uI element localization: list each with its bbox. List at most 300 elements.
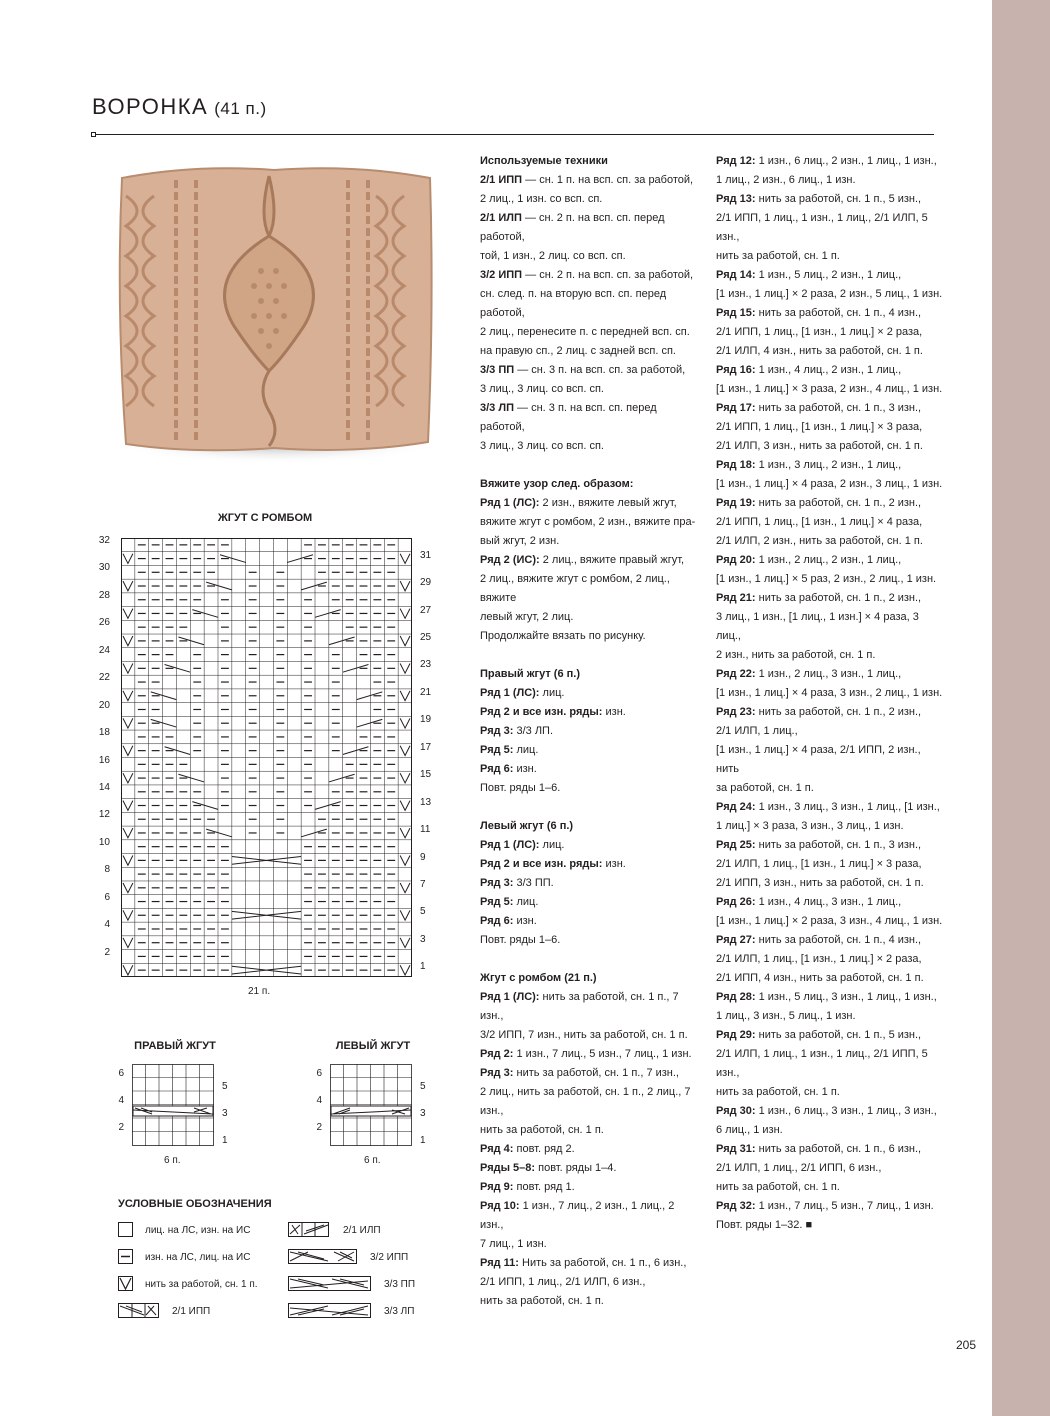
instruction-label: Ряд 20: bbox=[716, 554, 756, 566]
instruction-label: Ряд 3: bbox=[480, 725, 514, 737]
instruction-text: нить за работой, сн. 1 п., 4 изн., bbox=[755, 934, 922, 946]
instruction-text: 2/1 ИЛП, 4 изн., нить за работой, сн. 1 п. bbox=[716, 345, 923, 357]
instruction-text: нить за работой, сн. 1 п. bbox=[480, 1295, 604, 1307]
instruction-line bbox=[716, 779, 944, 798]
instruction-text: 6 лиц., 1 изн. bbox=[716, 1124, 783, 1136]
instruction-line bbox=[716, 399, 944, 418]
right-cable-row-4: 4 bbox=[118, 1095, 124, 1106]
right-cable-title: ПРАВЫЙ ЖГУТ bbox=[134, 1040, 216, 1052]
spacer bbox=[480, 798, 700, 817]
instruction-label: Ряд 6: bbox=[480, 915, 514, 927]
instruction-line bbox=[716, 684, 944, 703]
instruction-line bbox=[480, 1064, 700, 1083]
instruction-text: 2 лиц., перенесите п. с передней всп. сп. bbox=[480, 326, 690, 338]
instruction-line bbox=[480, 266, 700, 285]
instruction-text: — сн. 3 п. на всп. сп. перед работой, bbox=[480, 402, 657, 433]
instruction-line bbox=[480, 342, 700, 361]
left-cable-row-2: 2 bbox=[316, 1122, 322, 1133]
instruction-label: Ряд 2 (ИС): bbox=[480, 554, 540, 566]
row-number: 25 bbox=[420, 632, 432, 644]
purl-dash-icon bbox=[118, 1249, 134, 1265]
instruction-line bbox=[480, 608, 700, 627]
instruction-line bbox=[716, 817, 944, 836]
instruction-text: 2 лиц., вяжите правый жгут, bbox=[539, 554, 685, 566]
row-number: 13 bbox=[420, 796, 432, 808]
instruction-text: 1 изн., 5 лиц., 2 изн., 1 лиц., bbox=[755, 269, 902, 281]
instruction-line bbox=[480, 817, 700, 836]
instruction-label: Ряд 12: bbox=[716, 155, 756, 167]
instruction-text: нить за работой, сн. 1 п. bbox=[716, 250, 840, 262]
instruction-line bbox=[716, 1121, 944, 1140]
instruction-line bbox=[716, 475, 944, 494]
instruction-line bbox=[480, 494, 700, 513]
side-color-strip bbox=[992, 0, 1050, 1416]
instruction-text: нить за работой, сн. 1 п. bbox=[716, 1086, 840, 1098]
instruction-text: 2/1 ИПП, 3 изн., нить за работой, сн. 1 п. bbox=[716, 877, 924, 889]
right-cable-row-5: 5 bbox=[222, 1081, 228, 1092]
instruction-text: 2 изн., вяжите левый жгут, bbox=[539, 497, 677, 509]
row-number: 3 bbox=[420, 933, 426, 945]
cross-3-3-right-icon bbox=[288, 1276, 372, 1292]
legend-label-3-3-lp: 3/3 ЛП bbox=[384, 1306, 415, 1317]
instruction-line bbox=[716, 855, 944, 874]
row-number: 4 bbox=[104, 919, 110, 931]
instruction-text: Повт. ряды 1–6. bbox=[480, 934, 561, 946]
instruction-line bbox=[716, 722, 944, 741]
instruction-text: нить за работой, сн. 1 п., 3 изн., bbox=[755, 839, 922, 851]
instruction-line bbox=[480, 1083, 700, 1121]
instruction-line bbox=[716, 798, 944, 817]
row-number: 24 bbox=[98, 644, 110, 656]
instruction-label: Ряд 1 (ЛС): bbox=[480, 991, 540, 1003]
row-number: 17 bbox=[420, 741, 432, 753]
row-number: 10 bbox=[98, 836, 110, 848]
instruction-text: нить за работой, сн. 1 п., 4 изн., bbox=[755, 307, 922, 319]
instruction-line bbox=[716, 1026, 944, 1045]
instruction-label: Ряд 2: bbox=[480, 1048, 514, 1060]
instruction-label: Ряд 3: bbox=[480, 1067, 514, 1079]
instruction-label: Ряд 5: bbox=[480, 744, 514, 756]
instruction-line bbox=[480, 532, 700, 551]
instruction-line bbox=[716, 494, 944, 513]
instruction-label: Ряд 14: bbox=[716, 269, 756, 281]
instruction-line bbox=[716, 1159, 944, 1178]
instruction-text: вяжите жгут с ромбом, 2 изн., вяжите пра- bbox=[480, 516, 696, 528]
instruction-line bbox=[480, 627, 700, 646]
instruction-line bbox=[716, 152, 944, 171]
row-number: 1 bbox=[420, 961, 426, 973]
instruction-label: Ряд 5: bbox=[480, 896, 514, 908]
instruction-line bbox=[716, 912, 944, 931]
instruction-text: 2/1 ИЛП, 1 лиц., 1 изн., 1 лиц., 2/1 ИПП, 5 изн., bbox=[716, 1048, 928, 1079]
instruction-line bbox=[716, 1178, 944, 1197]
instruction-text: нить за работой, сн. 1 п., 7 изн., bbox=[513, 1067, 679, 1079]
instruction-text: 2/1 ИЛП, 1 лиц., [1 изн., 1 лиц.] × 3 раза, bbox=[716, 858, 922, 870]
instruction-text: 1 лиц.] × 3 раза, 3 изн., 3 лиц., 1 изн. bbox=[716, 820, 904, 832]
row-number: 8 bbox=[104, 864, 110, 876]
spacer bbox=[480, 646, 700, 665]
instruction-label: Ряд 32: bbox=[716, 1200, 756, 1212]
right-cable-row-3: 3 bbox=[222, 1108, 228, 1119]
instruction-text: 3 лиц., 1 изн., [1 лиц., 1 изн.] × 4 раза, 3 лиц., bbox=[716, 611, 919, 642]
instruction-line bbox=[716, 893, 944, 912]
instruction-text: 1 лиц., 2 изн., 6 лиц., 1 изн. bbox=[716, 174, 856, 186]
instruction-label: Ряд 2 и все изн. ряды: bbox=[480, 706, 603, 718]
instruction-line bbox=[480, 551, 700, 570]
instruction-text: 2/1 ИЛП, 3 изн., нить за работой, сн. 1 п. bbox=[716, 440, 923, 452]
instruction-text: 2/1 ИПП, 4 изн., нить за работой, сн. 1 п. bbox=[716, 972, 924, 984]
instruction-line bbox=[480, 570, 700, 608]
instruction-line bbox=[716, 437, 944, 456]
instruction-label: Ряд 22: bbox=[716, 668, 756, 680]
instruction-text: — сн. 3 п. на всп. сп. за работой, bbox=[514, 364, 686, 376]
instruction-label: Левый жгут (6 п.) bbox=[480, 820, 574, 832]
instruction-label: Ряд 1 (ЛС): bbox=[480, 687, 540, 699]
instruction-line bbox=[716, 836, 944, 855]
instruction-text: [1 изн., 1 лиц.] × 4 раза, 3 изн., 2 лиц., 1 изн. bbox=[716, 687, 943, 699]
left-cable-chart bbox=[330, 1064, 412, 1146]
instruction-label: Ряд 24: bbox=[716, 801, 756, 813]
instruction-line bbox=[480, 285, 700, 323]
instruction-line bbox=[716, 1216, 944, 1235]
left-cable-row-4: 4 bbox=[316, 1095, 322, 1106]
instruction-text: 1 изн., 7 лиц., 5 изн., 7 лиц., 1 изн. bbox=[755, 1200, 934, 1212]
instruction-line bbox=[480, 1159, 700, 1178]
title-rule-marker bbox=[91, 132, 96, 137]
instruction-line bbox=[716, 1140, 944, 1159]
row-number: 29 bbox=[420, 577, 432, 589]
instruction-label: 2/1 ИПП bbox=[480, 174, 523, 186]
instruction-label: Ряд 26: bbox=[716, 896, 756, 908]
legend-label-purl: изн. на ЛС, лиц. на ИС bbox=[145, 1252, 251, 1263]
spacer bbox=[480, 456, 700, 475]
instruction-text: — сн. 2 п. на всп. сп. за работой, bbox=[522, 269, 694, 281]
instruction-text: 2 лиц., 1 изн. со всп. сп. bbox=[480, 193, 603, 205]
instruction-line bbox=[480, 209, 700, 247]
instruction-label: Ряд 9: bbox=[480, 1181, 514, 1193]
page-number: 205 bbox=[956, 1338, 977, 1352]
instruction-text: [1 изн., 1 лиц.] × 3 раза, 2 изн., 4 лиц., 1 изн. bbox=[716, 383, 943, 395]
instruction-line bbox=[480, 988, 700, 1026]
instruction-text: 2/1 ИПП, 1 лиц., 1 изн., 1 лиц., 2/1 ИЛП, 5 изн., bbox=[716, 212, 928, 243]
instruction-text: 1 изн., 7 лиц., 5 изн., 7 лиц., 1 изн. bbox=[513, 1048, 692, 1060]
instruction-line bbox=[716, 304, 944, 323]
instruction-text: изн. bbox=[602, 858, 626, 870]
instruction-line bbox=[480, 1254, 700, 1273]
instruction-text: нить за работой, сн. 1 п., 2 изн., bbox=[755, 592, 922, 604]
instruction-text: 1 изн., 3 лиц., 3 изн., 1 лиц., [1 изн., bbox=[755, 801, 940, 813]
instruction-line bbox=[716, 266, 944, 285]
instruction-text: 1 изн., 4 лиц., 3 изн., 1 лиц., bbox=[755, 896, 902, 908]
instruction-line bbox=[716, 285, 944, 304]
instruction-label: Ряд 17: bbox=[716, 402, 756, 414]
instruction-text: 2/1 ИПП, 1 лиц., [1 изн., 1 лиц.] × 3 раза, bbox=[716, 421, 923, 433]
instruction-label: Ряд 10: bbox=[480, 1200, 520, 1212]
instruction-line bbox=[716, 1197, 944, 1216]
instruction-text: Повт. ряды 1–6. bbox=[480, 782, 561, 794]
instruction-line bbox=[480, 684, 700, 703]
instruction-text: 3 лиц., 3 лиц. со всп. сп. bbox=[480, 383, 604, 395]
instruction-line bbox=[480, 323, 700, 342]
instruction-line bbox=[716, 1083, 944, 1102]
instruction-line bbox=[716, 589, 944, 608]
instruction-label: Правый жгут (6 п.) bbox=[480, 668, 580, 680]
instruction-label: Вяжите узор след. образом: bbox=[480, 478, 634, 490]
instruction-line bbox=[480, 912, 700, 931]
left-cable-row-6: 6 bbox=[316, 1068, 322, 1079]
instruction-line bbox=[716, 456, 944, 475]
instruction-text: нить за работой, сн. 1 п., 5 изн., bbox=[755, 193, 922, 205]
instruction-label: Жгут с ромбом (21 п.) bbox=[480, 972, 597, 984]
instruction-line bbox=[716, 570, 944, 589]
instruction-line bbox=[716, 418, 944, 437]
instruction-text: вый жгут, 2 изн. bbox=[480, 535, 560, 547]
instruction-label: Ряд 28: bbox=[716, 991, 756, 1003]
instruction-text: 1 лиц., 3 изн., 5 лиц., 1 изн. bbox=[716, 1010, 856, 1022]
instruction-line bbox=[716, 874, 944, 893]
instruction-text: 3/2 ИПП, 7 изн., нить за работой, сн. 1 п. bbox=[480, 1029, 688, 1041]
instruction-line bbox=[480, 836, 700, 855]
instruction-line bbox=[480, 190, 700, 209]
instruction-text: 1 изн., 6 лиц., 3 изн., 1 лиц., 3 изн., bbox=[755, 1105, 937, 1117]
instruction-label: Ряд 18: bbox=[716, 459, 756, 471]
instruction-line bbox=[716, 171, 944, 190]
row-number: 7 bbox=[420, 878, 426, 890]
spacer bbox=[480, 950, 700, 969]
instruction-label: Ряды 5–8: bbox=[480, 1162, 536, 1174]
left-cable-row-3: 3 bbox=[420, 1108, 426, 1119]
row-number: 12 bbox=[98, 809, 110, 821]
stitch-count: (41 п.) bbox=[214, 99, 267, 118]
row-number: 30 bbox=[98, 562, 110, 574]
instruction-text: — сн. 2 п. на всп. сп. перед работой, bbox=[480, 212, 665, 243]
instructions-column-2 bbox=[716, 152, 944, 1235]
row-number: 27 bbox=[420, 604, 432, 616]
instruction-text: 1 изн., 4 лиц., 2 изн., 1 лиц., bbox=[755, 364, 902, 376]
instruction-text: 2 изн., нить за работой, сн. 1 п. bbox=[716, 649, 876, 661]
instruction-text: нить за работой, сн. 1 п., 2 изн., bbox=[755, 706, 922, 718]
instruction-label: Ряд 3: bbox=[480, 877, 514, 889]
instruction-line bbox=[480, 361, 700, 380]
instruction-text: 3/3 ЛП. bbox=[513, 725, 554, 737]
instruction-text: Повт. ряды 1–32. ■ bbox=[716, 1219, 813, 1231]
instruction-text: 2 лиц., нить за работой, сн. 1 п., 2 лиц., 7 изн., bbox=[480, 1086, 691, 1117]
row-number: 18 bbox=[98, 727, 110, 739]
instruction-text: 2/1 ИПП, 1 лиц., [1 изн., 1 лиц.] × 2 раза, bbox=[716, 326, 923, 338]
instruction-line bbox=[480, 1045, 700, 1064]
instruction-line bbox=[480, 171, 700, 190]
instruction-text: Продолжайте вязать по рисунку. bbox=[480, 630, 646, 642]
instruction-text: изн. bbox=[513, 915, 537, 927]
instruction-label: Ряд 1 (ЛС): bbox=[480, 497, 540, 509]
legend-label-3-3-pp: 3/3 ПП bbox=[384, 1279, 416, 1290]
instruction-text: [1 изн., 1 лиц.] × 4 раза, 2 изн., 3 лиц., 1 изн. bbox=[716, 478, 943, 490]
instruction-text: лиц. bbox=[513, 896, 539, 908]
instruction-line bbox=[480, 855, 700, 874]
instruction-text: на правую сп., 2 лиц. с задней всп. сп. bbox=[480, 345, 676, 357]
instruction-line bbox=[716, 1007, 944, 1026]
instruction-text: нить за работой, сн. 1 п., 3 изн., bbox=[755, 402, 922, 414]
instruction-line bbox=[480, 247, 700, 266]
instruction-text: левый жгут, 2 лиц. bbox=[480, 611, 574, 623]
legend-label-2-1-ipp: 2/1 ИПП bbox=[172, 1306, 211, 1317]
instruction-text: изн. bbox=[513, 763, 537, 775]
instruction-line bbox=[480, 475, 700, 494]
instruction-line bbox=[480, 1197, 700, 1235]
instruction-label: 3/3 ПП bbox=[480, 364, 515, 376]
instruction-text: — сн. 1 п. на всп. сп. за работой, bbox=[522, 174, 694, 186]
instruction-line bbox=[480, 437, 700, 456]
instruction-text: лиц. bbox=[513, 744, 539, 756]
instruction-label: Ряд 21: bbox=[716, 592, 756, 604]
instruction-line bbox=[716, 931, 944, 950]
instruction-line bbox=[480, 969, 700, 988]
instruction-line bbox=[480, 1178, 700, 1197]
instruction-label: Ряд 25: bbox=[716, 839, 756, 851]
instruction-line bbox=[716, 1102, 944, 1121]
row-number: 21 bbox=[420, 686, 432, 698]
instruction-text: [1 изн., 1 лиц.] × 4 раза, 2/1 ИПП, 2 изн., нить bbox=[716, 744, 921, 775]
instruction-line bbox=[480, 399, 700, 437]
instruction-line bbox=[480, 1292, 700, 1311]
instruction-text: 2/1 ИЛП, 1 лиц., [1 изн., 1 лиц.] × 2 раза, bbox=[716, 953, 922, 965]
instruction-line bbox=[716, 551, 944, 570]
legend-label-2-1-ilp: 2/1 ИЛП bbox=[343, 1225, 381, 1236]
legend-label-3-2-ipp: 3/2 ИПП bbox=[370, 1252, 409, 1263]
row-number: 6 bbox=[104, 891, 110, 903]
instruction-line bbox=[716, 988, 944, 1007]
instruction-line bbox=[480, 1273, 700, 1292]
instruction-text: 1 изн., 7 лиц., 2 изн., 1 лиц., 2 изн., bbox=[480, 1200, 675, 1231]
instruction-label: Ряд 1 (ЛС): bbox=[480, 839, 540, 851]
instruction-line bbox=[480, 741, 700, 760]
left-cable-title: ЛЕВЫЙ ЖГУТ bbox=[335, 1040, 411, 1052]
cross-2-1-right-icon bbox=[118, 1303, 160, 1319]
instruction-line bbox=[480, 1026, 700, 1045]
row-number: 23 bbox=[420, 659, 432, 671]
instruction-label: Ряд 30: bbox=[716, 1105, 756, 1117]
instruction-line bbox=[480, 513, 700, 532]
instruction-label: Ряд 6: bbox=[480, 763, 514, 775]
instruction-line bbox=[480, 380, 700, 399]
instruction-line bbox=[716, 532, 944, 551]
main-chart-width: 21 п. bbox=[248, 986, 271, 997]
instruction-line bbox=[716, 1045, 944, 1083]
instruction-line bbox=[716, 209, 944, 247]
instruction-text: лиц. bbox=[539, 687, 565, 699]
instruction-line bbox=[716, 950, 944, 969]
instruction-text: 2/1 ИЛП, 1 лиц., 2/1 ИПП, 6 изн., bbox=[716, 1162, 882, 1174]
instruction-text: 1 изн., 3 лиц., 2 изн., 1 лиц., bbox=[755, 459, 902, 471]
instruction-label: Используемые техники bbox=[480, 155, 608, 167]
row-number: 31 bbox=[420, 549, 432, 561]
instruction-text: нить за работой, сн. 1 п., 5 изн., bbox=[755, 1029, 922, 1041]
instruction-line bbox=[480, 665, 700, 684]
row-number: 28 bbox=[98, 589, 110, 601]
slip-check-icon bbox=[118, 1276, 134, 1292]
instruction-line bbox=[480, 874, 700, 893]
row-number: 20 bbox=[98, 699, 110, 711]
right-cable-width: 6 п. bbox=[164, 1155, 181, 1166]
instruction-text: 3/3 ПП. bbox=[513, 877, 554, 889]
instruction-line bbox=[716, 741, 944, 779]
instruction-text: той, 1 изн., 2 лиц. со всп. сп. bbox=[480, 250, 626, 262]
instruction-line bbox=[480, 703, 700, 722]
instruction-line bbox=[716, 380, 944, 399]
cross-2-1-left-icon bbox=[288, 1222, 330, 1238]
instruction-line bbox=[716, 342, 944, 361]
row-number: 16 bbox=[98, 754, 110, 766]
instruction-line bbox=[480, 779, 700, 798]
right-cable-chart bbox=[132, 1064, 214, 1146]
instruction-text: [1 изн., 1 лиц.] × 2 раза, 2 изн., 5 лиц., 1 изн. bbox=[716, 288, 943, 300]
row-number: 9 bbox=[420, 851, 426, 863]
instruction-text: 2 лиц., вяжите жгут с ромбом, 2 лиц., вяжите bbox=[480, 573, 670, 604]
instruction-label: Ряд 23: bbox=[716, 706, 756, 718]
instruction-line bbox=[480, 1235, 700, 1254]
cross-3-2-right-icon bbox=[288, 1249, 358, 1265]
row-number: 2 bbox=[104, 946, 110, 958]
instruction-text: нить за работой, сн. 1 п., 2 изн., bbox=[755, 497, 922, 509]
instruction-text: 1 изн., 6 лиц., 2 изн., 1 лиц., 1 изн., bbox=[755, 155, 937, 167]
right-cable-row-1: 1 bbox=[222, 1135, 228, 1146]
instruction-line bbox=[480, 1140, 700, 1159]
instruction-label: Ряд 4: bbox=[480, 1143, 514, 1155]
instruction-text: нить за работой, сн. 1 п. bbox=[716, 1181, 840, 1193]
instruction-text: [1 изн., 1 лиц.] × 5 раз, 2 изн., 2 лиц., 1 изн. bbox=[716, 573, 937, 585]
instruction-text: 1 изн., 5 лиц., 3 изн., 1 лиц., 1 изн., bbox=[755, 991, 937, 1003]
left-cable-row-5: 5 bbox=[420, 1081, 426, 1092]
instruction-text: сн. след. п. на вторую всп. сп. перед работой, bbox=[480, 288, 667, 319]
instruction-label: 3/3 ЛП bbox=[480, 402, 514, 414]
instruction-text: повт. ряд 1. bbox=[513, 1181, 575, 1193]
instruction-text: 2/1 ИПП, 1 лиц., 2/1 ИЛП, 6 изн., bbox=[480, 1276, 646, 1288]
instruction-line bbox=[480, 1121, 700, 1140]
instruction-line bbox=[716, 513, 944, 532]
instruction-line bbox=[716, 665, 944, 684]
instruction-line bbox=[716, 646, 944, 665]
instruction-text: повт. ряд 2. bbox=[513, 1143, 575, 1155]
row-number: 15 bbox=[420, 769, 432, 781]
right-cable-row-2: 2 bbox=[118, 1122, 124, 1133]
row-number: 26 bbox=[98, 617, 110, 629]
row-number: 14 bbox=[98, 781, 110, 793]
instruction-line bbox=[716, 969, 944, 988]
instruction-text: за работой, сн. 1 п. bbox=[716, 782, 814, 794]
instruction-text: 3 лиц., 3 лиц. со всп. сп. bbox=[480, 440, 604, 452]
instruction-label: Ряд 2 и все изн. ряды: bbox=[480, 858, 603, 870]
instruction-label: Ряд 19: bbox=[716, 497, 756, 509]
instruction-text: повт. ряды 1–4. bbox=[535, 1162, 617, 1174]
instruction-label: 3/2 ИПП bbox=[480, 269, 523, 281]
instruction-text: лиц. bbox=[539, 839, 565, 851]
instruction-line bbox=[480, 152, 700, 171]
instruction-text: нить за работой, сн. 1 п., 6 изн., bbox=[755, 1143, 922, 1155]
right-cable-row-6: 6 bbox=[118, 1068, 124, 1079]
cable-3-3-left-symbol bbox=[331, 1106, 411, 1116]
instruction-text: 2/1 ИЛП, 1 лиц., bbox=[716, 725, 798, 737]
instruction-text: 2/1 ИЛП, 2 изн., нить за работой, сн. 1 п. bbox=[716, 535, 923, 547]
left-cable-width: 6 п. bbox=[364, 1155, 381, 1166]
instruction-label: Ряд 31: bbox=[716, 1143, 756, 1155]
row-number: 32 bbox=[98, 535, 110, 546]
instruction-text: [1 изн., 1 лиц.] × 2 раза, 3 изн., 4 лиц., 1 изн. bbox=[716, 915, 943, 927]
instruction-text: 7 лиц., 1 изн. bbox=[480, 1238, 547, 1250]
instruction-text: нить за работой, сн. 1 п. bbox=[480, 1124, 604, 1136]
page-title: ВОРОНКА (41 п.) bbox=[92, 94, 267, 119]
title-rule bbox=[96, 134, 934, 135]
instruction-text: изн. bbox=[602, 706, 626, 718]
